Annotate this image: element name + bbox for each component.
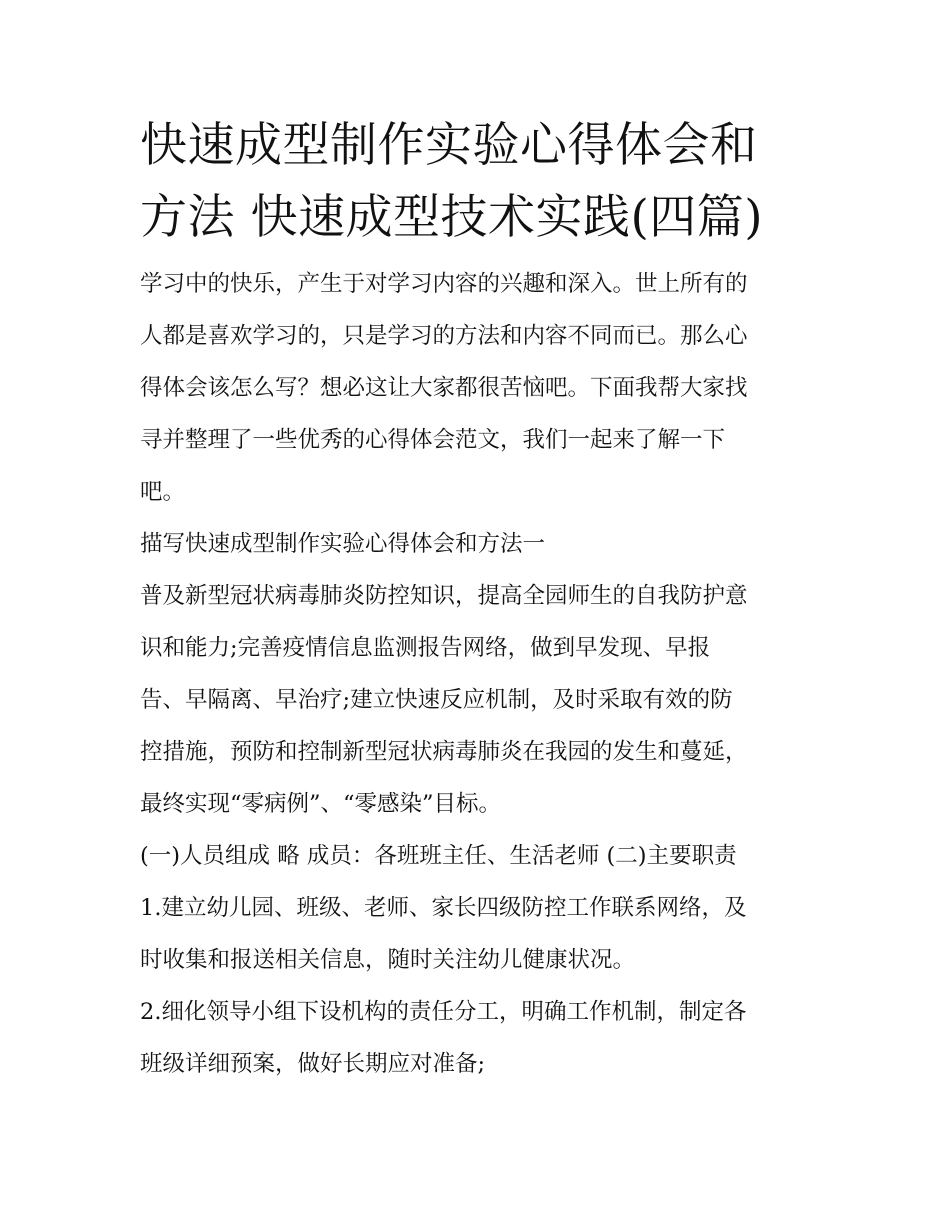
body-paragraph: (一)人员组成 略 成员：各班班主任、生活老师 (二)主要职责 [140, 843, 737, 869]
document-body [140, 110, 820, 1090]
section-heading: 描写快速成型制作实验心得体会和方法一 [140, 531, 546, 557]
intro-paragraph: 学习中的快乐，产生于对学习内容的兴趣和深入。世上所有的 人都是喜欢学习的，只是学习的方法和内容不同而已。那么心 得体会该怎么写？想必这让大家都很苦恼吧。下面我帮大家找 寻并整理了一些优秀的心得体会范文，我们一起来了解一下 吧。 [140, 271, 748, 505]
body-paragraph: 普及新型冠状病毒肺炎防控知识，提高全园师生的自我防护意 识和能力;完善疫情信息监测报告网络，做到早发现、早报 告、早隔离、早治疗;建立快速反应机制，及时采取有效的防 控措施，预防和控制新型冠状病毒肺炎在我园的发生和蔓延， 最终实现“零病例”、“零感染”目标。 [140, 583, 748, 817]
document-title: 快速成型制作实验心得体会和 方法 快速成型技术实践(四篇) [140, 118, 764, 245]
list-item: 1.建立幼儿园、班级、老师、家长四级防控工作联系网络，及 时收集和报送相关信息，随时关注幼儿健康状况。 [140, 895, 747, 973]
list-item: 2.细化领导小组下设机构的责任分工，明确工作机制，制定各 班级详细预案，做好长期应对准备; [140, 999, 747, 1077]
